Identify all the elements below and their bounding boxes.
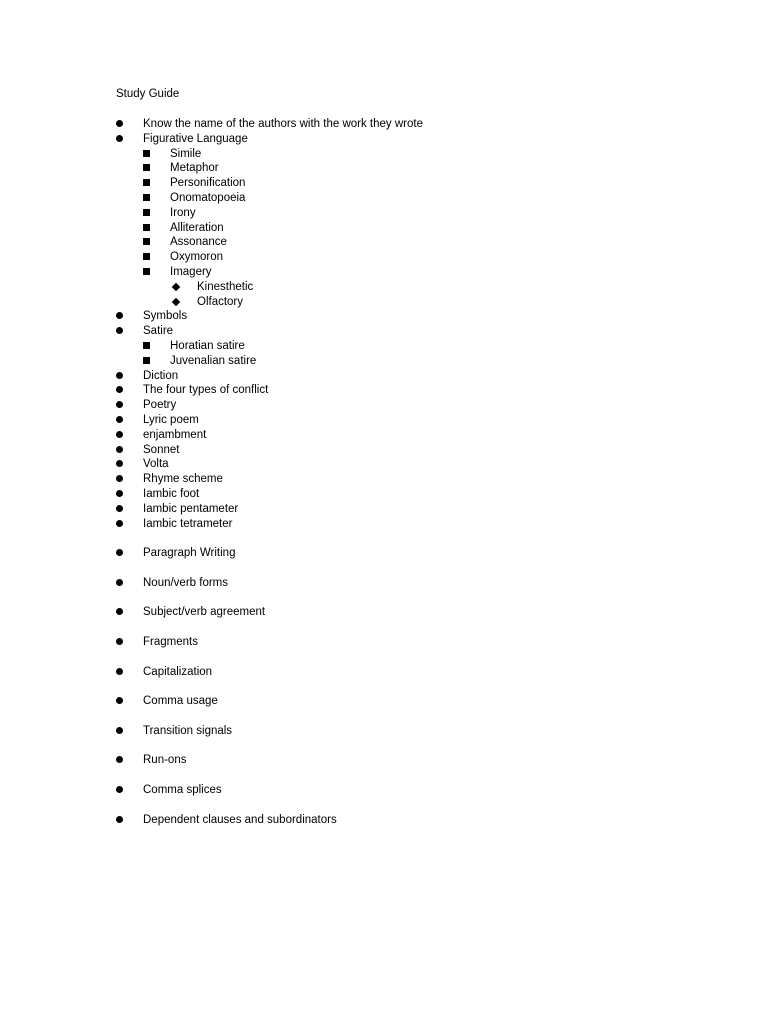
- disc-icon: [116, 428, 130, 443]
- list-item-label: Sonnet: [143, 444, 180, 456]
- list-item-label: Oxymoron: [170, 251, 224, 263]
- list-item: [0, 132, 768, 147]
- list-item: [0, 443, 768, 458]
- disc-icon: [116, 724, 130, 739]
- list-item: [0, 665, 768, 680]
- square-icon: [143, 354, 157, 369]
- list-item-label: Poetry: [143, 399, 177, 411]
- list-item: [0, 235, 768, 250]
- list-item-label: Run-ons: [143, 754, 187, 766]
- list-item-label: Rhyme scheme: [143, 473, 223, 485]
- list-item: [0, 502, 768, 517]
- list-item: [0, 428, 768, 443]
- square-icon: [143, 147, 157, 162]
- list-item-label: Alliteration: [170, 222, 224, 234]
- list-item-label: The four types of conflict: [143, 384, 269, 396]
- list-item-label: Lyric poem: [143, 414, 199, 426]
- disc-icon: [116, 457, 130, 472]
- list-item-label: Satire: [143, 325, 174, 337]
- list-item: [0, 383, 768, 398]
- list-item: [0, 369, 768, 384]
- list-item-label: Assonance: [170, 236, 227, 248]
- list-item: [0, 280, 768, 295]
- list-item-label: Imagery: [170, 266, 212, 278]
- list-item: [0, 206, 768, 221]
- list-item: [0, 117, 768, 132]
- list-item-label: Transition signals: [143, 725, 233, 737]
- list-item-label: Olfactory: [197, 296, 244, 308]
- disc-icon: [116, 783, 130, 798]
- list-item-label: Iambic foot: [143, 488, 200, 500]
- list-item: [0, 517, 768, 532]
- list-item: [0, 472, 768, 487]
- list-item-label: Noun/verb forms: [143, 577, 229, 589]
- list-item: [0, 813, 768, 828]
- list-item-label: Diction: [143, 370, 179, 382]
- disc-icon: [116, 753, 130, 768]
- disc-icon: [116, 694, 130, 709]
- disc-icon: [116, 472, 130, 487]
- square-icon: [143, 235, 157, 250]
- list-item: [0, 324, 768, 339]
- list-item: [0, 724, 768, 739]
- list-item-label: Iambic pentameter: [143, 503, 239, 515]
- list-item-label: Comma usage: [143, 695, 218, 707]
- disc-icon: [116, 605, 130, 620]
- list-item: [0, 398, 768, 413]
- list-item: [0, 221, 768, 236]
- square-icon: [143, 176, 157, 191]
- list-item-label: Kinesthetic: [197, 281, 254, 293]
- square-icon: [143, 265, 157, 280]
- disc-icon: [116, 546, 130, 561]
- list-item-label: enjambment: [143, 429, 207, 441]
- list-item: [0, 487, 768, 502]
- list-item-label: Paragraph Writing: [143, 547, 236, 559]
- list-item: [0, 753, 768, 768]
- list-item: [0, 576, 768, 591]
- list-item: [0, 295, 768, 310]
- list-item-label: Symbols: [143, 310, 188, 322]
- list-item-label: Comma splices: [143, 784, 222, 796]
- list-item: [0, 694, 768, 709]
- disc-icon: [116, 324, 130, 339]
- list-item-label: Figurative Language: [143, 133, 248, 145]
- square-icon: [143, 161, 157, 176]
- list-item-label: Personification: [170, 177, 246, 189]
- list-item: [0, 605, 768, 620]
- list-item: [0, 546, 768, 561]
- list-item: [0, 176, 768, 191]
- disc-icon: [116, 502, 130, 517]
- disc-icon: [116, 665, 130, 680]
- list-item-label: Capitalization: [143, 666, 213, 678]
- list-item-label: Juvenalian satire: [170, 355, 257, 367]
- list-item: [0, 265, 768, 280]
- list-item: [0, 250, 768, 265]
- list-item-label: Horatian satire: [170, 340, 245, 352]
- list-item: [0, 147, 768, 162]
- disc-icon: [116, 517, 130, 532]
- disc-icon: [116, 635, 130, 650]
- square-icon: [143, 221, 157, 236]
- square-icon: [143, 206, 157, 221]
- list-item: [0, 309, 768, 324]
- square-icon: [143, 339, 157, 354]
- list-item-label: Volta: [143, 458, 169, 470]
- disc-icon: [116, 576, 130, 591]
- diamond-icon: [172, 280, 186, 295]
- disc-icon: [116, 487, 130, 502]
- disc-icon: [116, 813, 130, 828]
- list-item-label: Metaphor: [170, 162, 219, 174]
- list-item: [0, 191, 768, 206]
- disc-icon: [116, 309, 130, 324]
- disc-icon: [116, 369, 130, 384]
- list-item-label: Irony: [170, 207, 196, 219]
- list-item: [0, 161, 768, 176]
- list-item-label: Know the name of the authors with the work they wrote: [143, 118, 423, 130]
- disc-icon: [116, 413, 130, 428]
- square-icon: [143, 191, 157, 206]
- list-item-label: Onomatopoeia: [170, 192, 246, 204]
- list-item: [0, 783, 768, 798]
- disc-icon: [116, 398, 130, 413]
- disc-icon: [116, 132, 130, 147]
- document-title: Study Guide: [116, 88, 180, 100]
- disc-icon: [116, 117, 130, 132]
- list-item-label: Iambic tetrameter: [143, 518, 233, 530]
- disc-icon: [116, 443, 130, 458]
- list-item-label: Dependent clauses and subordinators: [143, 814, 337, 826]
- list-item: [0, 635, 768, 650]
- list-item: [0, 354, 768, 369]
- list-item: [0, 339, 768, 354]
- list-item-label: Subject/verb agreement: [143, 606, 266, 618]
- list-item-label: Fragments: [143, 636, 198, 648]
- diamond-icon: [172, 295, 186, 310]
- disc-icon: [116, 383, 130, 398]
- list-item-label: Simile: [170, 148, 202, 160]
- square-icon: [143, 250, 157, 265]
- list-item: [0, 413, 768, 428]
- list-item: [0, 457, 768, 472]
